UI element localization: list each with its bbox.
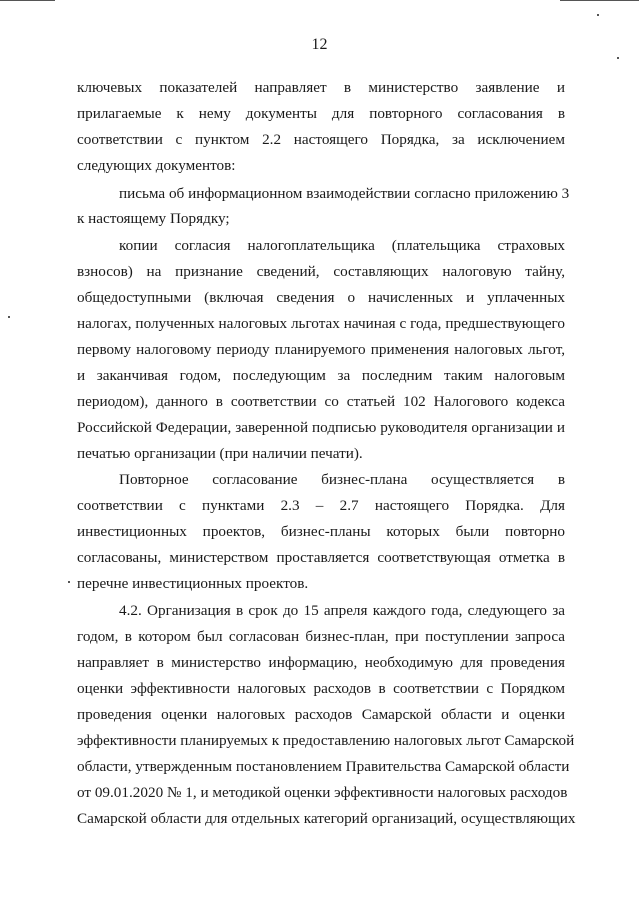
- text-line: периодом), данного в соответствии со статьей 102 Налогового кодекса: [77, 393, 565, 410]
- text-line: годом, в котором был согласован бизнес-план, при поступлении запроса: [77, 628, 565, 645]
- text-line: прилагаемые к нему документы для повторного согласования в: [77, 105, 565, 122]
- text-line: перечне инвестиционных проектов.: [77, 575, 309, 592]
- text-line: взносов) на признание сведений, составляющих налоговую тайну,: [77, 263, 565, 280]
- text-line: к настоящему Порядку;: [77, 210, 230, 227]
- text-line: письма об информационном взаимодействии согласно приложению 3: [119, 185, 570, 202]
- text-line: налогах, полученных налоговых льготах начиная с года, предшествующего: [77, 315, 565, 332]
- scan-mark-top-left: [0, 0, 55, 1]
- text-line: общедоступными (включая сведения о начисленных и уплаченных: [77, 289, 565, 306]
- scan-mark-dot: [68, 581, 70, 583]
- text-line: согласованы, министерством проставляется соответствующая отметка в: [77, 549, 565, 566]
- text-line: соответствии с пунктом 2.2 настоящего Порядка, за исключением: [77, 131, 565, 148]
- text-line: и заканчивая годом, последующим за последним таким налоговым: [77, 367, 565, 384]
- text-line: следующих документов:: [77, 157, 236, 174]
- text-line: инвестиционных проектов, бизнес-планы которых были повторно: [77, 523, 565, 540]
- text-line: направляет в министерство информацию, необходимую для проведения: [77, 654, 565, 671]
- text-line: ключевых показателей направляет в министерство заявление и: [77, 79, 565, 96]
- text-line: Российской Федерации, заверенной подписью руководителя организации и: [77, 419, 565, 436]
- text-line: копии согласия налогоплательщика (плательщика страховых: [119, 237, 565, 254]
- text-line: от 09.01.2020 № 1, и методикой оценки эффективности налоговых расходов: [77, 784, 568, 801]
- scan-mark-dot: [8, 316, 10, 318]
- text-line: эффективности планируемых к предоставлению налоговых льгот Самарской: [77, 732, 575, 749]
- text-line: Самарской области для отдельных категорий организаций, осуществляющих: [77, 810, 576, 827]
- text-line: области, утвержденным постановлением Правительства Самарской области: [77, 758, 570, 775]
- text-line: печатью организации (при наличии печати).: [77, 445, 363, 462]
- scan-mark-dot: [617, 57, 619, 59]
- scan-mark-top-right: [560, 0, 639, 1]
- text-line: соответствии с пунктами 2.3 – 2.7 настоящего Порядка. Для: [77, 497, 565, 514]
- text-line: первому налоговому периоду планируемого применения налоговых льгот,: [77, 341, 565, 358]
- text-line: 4.2. Организация в срок до 15 апреля каждого года, следующего за: [119, 602, 565, 619]
- text-line: оценки эффективности налоговых расходов в соответствии с Порядком: [77, 680, 565, 697]
- text-line: Повторное согласование бизнес-плана осуществляется в: [119, 471, 565, 488]
- text-line: проведения оценки налоговых расходов Самарской области и оценки: [77, 706, 565, 723]
- scan-mark-dot: [597, 14, 599, 16]
- page-number: 12: [311, 36, 328, 53]
